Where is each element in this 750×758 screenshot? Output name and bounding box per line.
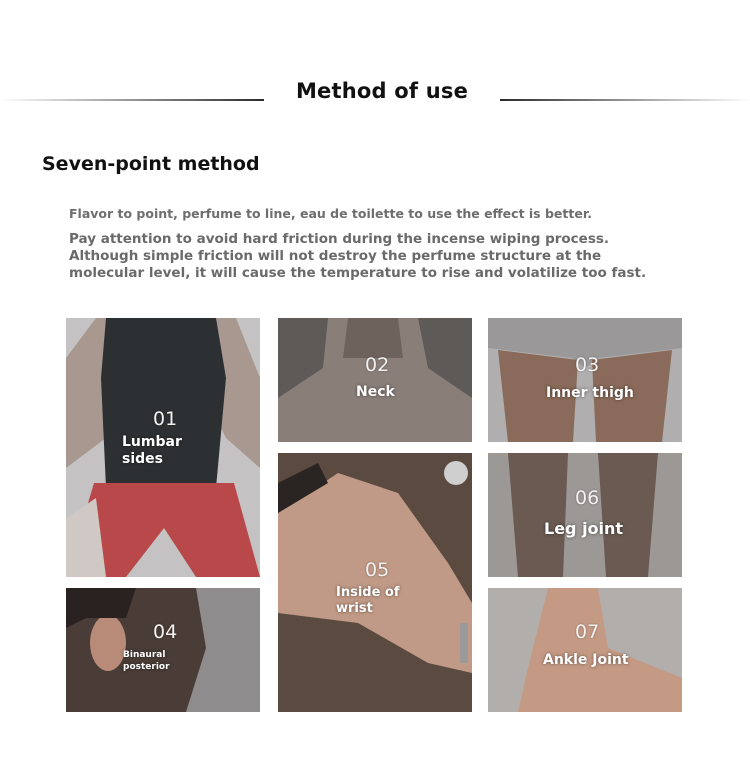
neck-photo [278,318,472,442]
page-title: Method of use [295,79,469,103]
point-number: 03 [575,354,600,376]
point-label: Neck [356,384,395,400]
point-number: 02 [365,354,390,376]
point-number: 07 [575,621,600,643]
point-label: Ankle Joint [543,652,629,668]
point-number: 06 [575,487,600,509]
thigh-photo [488,318,682,442]
point-tile-inner-thigh [488,318,682,442]
header-rule-right [500,99,750,101]
section-title: Seven-point method [42,153,260,175]
intro-text: Flavor to point, perfume to line, eau de toilette to use the effect is better. [69,206,592,221]
point-label: Inner thigh [546,385,634,401]
point-tile-inside-of-wrist [278,453,472,712]
friction-note: Pay attention to avoid hard friction during the incense wiping process. Although simple friction will not destroy the perfume structure at the molecular level, it will cause the temperature to rise and volatilize too fast. [69,231,647,281]
ankle-photo [488,588,682,712]
point-number: 01 [153,408,178,430]
point-tile-neck [278,318,472,442]
legs-photo [488,453,682,577]
wrist-photo [278,453,472,712]
header-rule-left [0,99,264,101]
point-tile-leg-joint [488,453,682,577]
point-label: Inside of wrist [336,585,400,616]
point-tile-ankle-joint [488,588,682,712]
point-tile-lumbar-sides [66,318,260,577]
point-label: Lumbar sides [122,434,182,467]
point-label: Leg joint [544,519,624,538]
point-label: Binaural posterior [123,650,170,672]
point-number: 05 [365,559,390,581]
point-tile-binaural-posterior [66,588,260,712]
point-number: 04 [153,621,178,643]
